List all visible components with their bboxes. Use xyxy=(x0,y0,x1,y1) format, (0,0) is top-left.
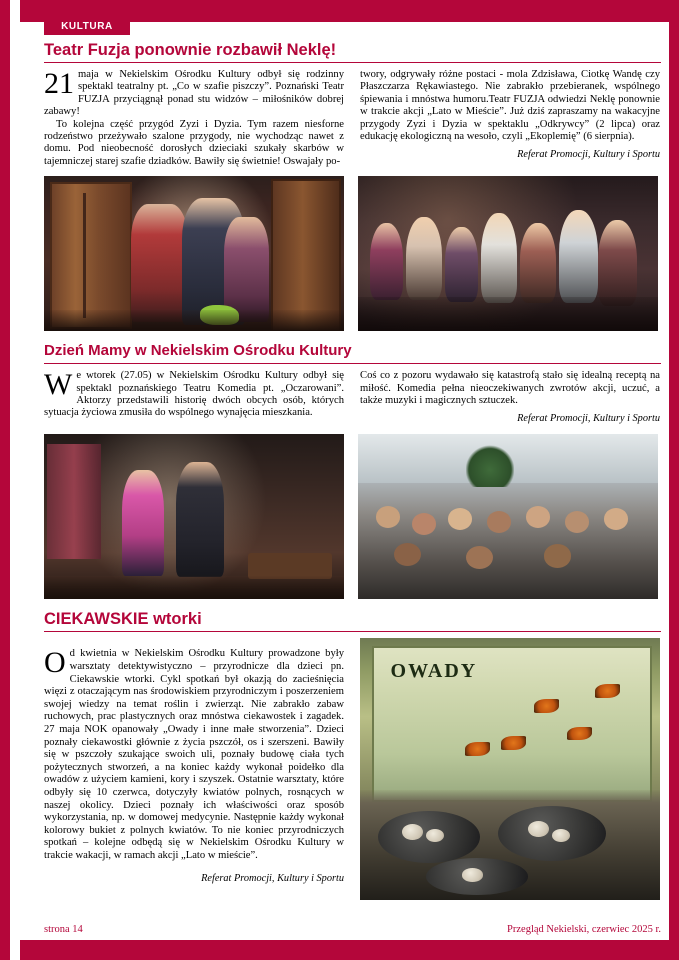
stone xyxy=(402,824,423,840)
audience-child xyxy=(598,220,637,307)
butterfly-illustration xyxy=(567,727,592,741)
article-1-left-column xyxy=(44,69,344,168)
dropcap-2: W xyxy=(44,368,73,402)
audience-head xyxy=(376,506,400,527)
article-2-signature: Referat Promocji, Kultury i Sportu xyxy=(517,413,660,425)
article-teatr-fuzja xyxy=(44,40,661,331)
title-rule-2 xyxy=(44,363,661,364)
audience-child xyxy=(481,213,517,303)
butterfly-illustration xyxy=(501,736,526,750)
butterfly-illustration xyxy=(465,742,490,756)
audience-child xyxy=(520,223,556,304)
article-3-left-column xyxy=(44,638,344,900)
audience-head xyxy=(526,506,550,527)
title-rule-3 xyxy=(44,631,661,632)
article-2-columns xyxy=(44,370,661,426)
audience-child xyxy=(406,217,442,301)
article-2-photos xyxy=(44,434,661,599)
plant-decoration xyxy=(466,444,514,487)
stone xyxy=(528,821,549,837)
article-ciekawskie-wtorki xyxy=(44,609,661,900)
actor-dark-suit xyxy=(176,462,224,578)
article-2-paragraph-2: Coś co z pozoru wydawało się katastrofą stało się idealną receptą na miłość. Komedia pełna nieoczekiwanych zwrotów akcji, uczuć, a także muzyki i magicznych sztuczek. xyxy=(360,370,660,407)
audience-child xyxy=(559,210,598,303)
photo-two-actors xyxy=(44,434,344,599)
audience-head xyxy=(412,513,436,534)
wardrobe-prop-left xyxy=(50,182,132,329)
photo-insects-book xyxy=(360,638,660,900)
photo-adult-audience xyxy=(358,434,658,599)
article-2-paragraph-1 xyxy=(44,370,344,420)
audience-child xyxy=(445,227,478,301)
audience-head xyxy=(565,511,589,532)
audience-head xyxy=(544,544,571,567)
audience-head xyxy=(487,511,511,532)
audience-child xyxy=(370,223,403,301)
footer-issue-label: Przegląd Nekielski, czerwiec 2025 r. xyxy=(507,924,661,935)
audience-head xyxy=(448,508,472,529)
article-3-columns xyxy=(44,638,661,900)
article-title-2: Dzień Mamy w Nekielskim Ośrodku Kultury xyxy=(44,342,352,360)
audience-head xyxy=(466,546,493,569)
article-1-paragraph-1-text: maja w Nekielskim Ośrodku Kultury odbył się rodzinny spektakl teatralny pt. „Co w szafie piszczy”. Poznański Teatr FUZJA przyciągnął ponad stu widzów – miłośników dobrej zabawy! xyxy=(44,69,344,118)
article-3-signature: Referat Promocji, Kultury i Sportu xyxy=(201,873,344,885)
footer-page-number: strona 14 xyxy=(44,924,83,935)
insect-book-spread xyxy=(372,646,652,802)
article-dzien-mamy xyxy=(44,341,661,599)
article-title-1: Teatr Fuzja ponownie rozbawił Neklę! xyxy=(44,41,337,59)
article-title-3: CIEKAWSKIE wtorki xyxy=(44,609,202,628)
page-content xyxy=(44,40,661,900)
actress-pink xyxy=(122,470,164,576)
audience-head xyxy=(604,508,628,529)
dropcap-3: O xyxy=(44,646,66,680)
butterfly-illustration xyxy=(595,684,620,698)
section-label-kultura: KULTURA xyxy=(44,18,130,35)
article-3-paragraph-1 xyxy=(44,648,344,862)
article-1-paragraph-1 xyxy=(44,69,344,119)
article-3-photo-column xyxy=(360,638,660,900)
audience-head xyxy=(394,543,421,566)
article-1-right-column xyxy=(360,69,660,168)
dropcap-1: 21 xyxy=(44,67,74,100)
wardrobe-prop-right xyxy=(271,179,341,331)
bottom-red-band xyxy=(20,940,679,960)
article-1-paragraph-2: To kolejna część przygód Zyzi i Dyzia. Tym razem niesforne rodzeństwo przeżywało szalone przygody, nie wychodząc nawet z domu. Pod nieobecność dorosłych dzieciaki szukały skarbów w tajemniczej starej szafie dziadków. Bawiły się świetnie! Oswajały po- xyxy=(44,118,344,167)
page-footer xyxy=(44,924,661,938)
photo-theatre-stage xyxy=(44,176,344,331)
stone xyxy=(462,868,483,881)
title-rule-1 xyxy=(44,62,661,63)
article-1-paragraph-3: twory, odgrywały różne postaci - mola Zdzisława, Ciotkę Wandę czy Płaszczarza Rękawiastego. Nie zabrakło przebieranek, wspólnego śpiewania i mnóstwa humoru.Teatr FUZJA odwiedzi Neklę ponownie w trakcie akcji „Lato w Mieście”. Już dziś zapraszamy na wakacyjne przygody Zyzi i Dyzia w spektaklu „Odkrywcy” (2 lipca) oraz edukację ekologiczną na wesoło, czyli „Ekoplemię” (6 sierpnia). xyxy=(360,69,660,143)
actor-red xyxy=(131,204,188,322)
article-2-paragraph-1-text: e wtorek (27.05) w Nekielskim Ośrodku Kultury odbył się spektakl poznańskiego Teatru Komedia pt. „Oczarowani”. Aktorzy przedstawili historię dwóch obcych osób, których sytuacja życiowa zmusiła do wspólnego wynajęcia mieszkania. xyxy=(44,370,344,419)
article-2-left-column xyxy=(44,370,344,426)
photo-children-audience xyxy=(358,176,658,331)
article-1-photos xyxy=(44,176,661,331)
article-3-paragraph-1-text: d kwietnia w Nekielskim Ośrodku Kultury prowadzone były warsztaty detektywistyczno – przyrodnicze dla dzieci pn. Ciekawskie wtorki. Cykl spotkań był okazją do zacieśnięcia więzi z otaczającym nas środowiskiem przyrodniczym i poszerzeniem swojej wiedzy na temat roślin i zwierząt. Nie zabrakło zabaw ruchowych, prac plastycznych oraz mnóstwa ciekawostek i zagadek. 27 maja NOK opanowały „Owady i inne małe stworzenia”. Dzieci poznały ciekawostki głównie z życia pszczół, os i szerszeni. Bawiły się w pszczoły szukające swoich uli, poznały budowę ciała tych pożytecznych stworzeń, a na koniec każdy wykonał poidełko dla owadów z użyciem kamieni, kory i szyszek. Ostatnie warsztaty, które odbyły się 10 czerwca, dotyczyły kwiatów polnych, rosnących w naszej okolicy. Dzieci poznały ich właściwości oraz sposób wykorzystania, np. w domowej medycynie. Następnie każdy wykonał kolorowy bukiet z polnych kwiatów. To nie koniec przyrodniczych spotkań – kolejne odbędą się w Nekielskim Ośrodku Kultury w trakcie wakacji, w ramach akcji „Lato w mieście”. xyxy=(44,648,344,861)
article-1-signature: Referat Promocji, Kultury i Sportu xyxy=(517,149,660,161)
book-title-owady: OWADY xyxy=(390,659,478,682)
article-2-right-column xyxy=(360,370,660,426)
stage-floor xyxy=(44,310,344,332)
stage-floor xyxy=(44,576,344,599)
butterfly-illustration xyxy=(534,699,559,713)
seat-row xyxy=(358,297,658,331)
article-1-columns xyxy=(44,69,661,168)
clothes-rack-prop xyxy=(47,444,101,560)
